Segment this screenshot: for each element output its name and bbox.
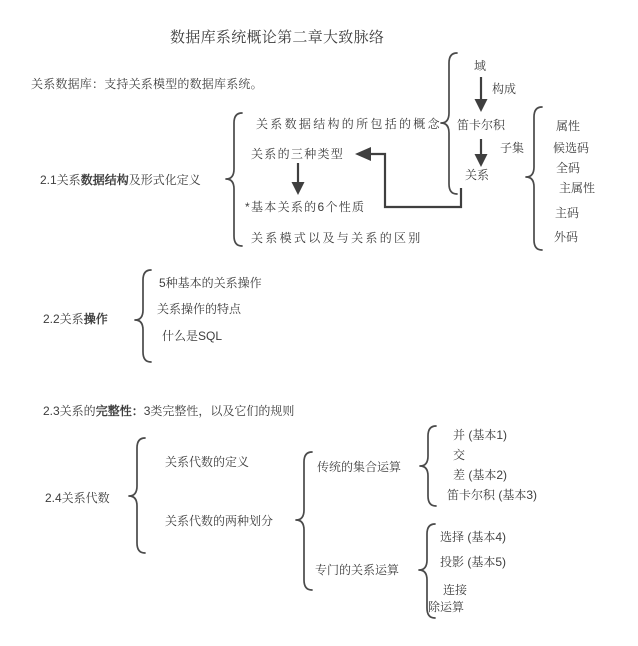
node-projection: 投影 (基本5) [440, 555, 507, 569]
node-difference: 差 (基本2) [453, 468, 508, 482]
node-cartesian-basic3: 笛卡尔积 (基本3) [447, 488, 538, 502]
brace-two-divisions [296, 452, 312, 590]
intro-note: 关系数据库：支持关系模型的数据库系统。 [31, 77, 263, 91]
node-op-features: 关系操作的特点 [157, 302, 242, 316]
node-two-divisions: 关系代数的两种划分 [165, 514, 274, 528]
section22-prefix: 2.2关系 [43, 312, 84, 326]
node-algebra-definition: 关系代数的定义 [165, 455, 250, 469]
section23-suffix: 3类完整性，以及它们的规则 [143, 404, 295, 418]
section21-suffix: 及形式化定义 [128, 173, 201, 187]
brace-traditional-ops [420, 426, 436, 506]
node-relation: 关系 [465, 168, 490, 182]
diagram-title: 数据库系统概论第二章大致脉络 [170, 29, 385, 46]
arrow-domain-to-cartesian [475, 77, 488, 112]
edge-label-compose: 构成 [492, 82, 517, 96]
brace-relation-terms [526, 107, 542, 250]
brace-section22 [135, 270, 151, 362]
section21-bold: 数据结构 [80, 173, 129, 187]
section23-bold: 完整性： [95, 404, 144, 418]
node-join: 连接 [443, 583, 468, 597]
node-domain: 域 [474, 59, 487, 73]
node-intersection: 交 [453, 448, 466, 462]
node-candidate-key: 候选码 [553, 141, 590, 155]
section23-prefix: 2.3关系的 [43, 404, 96, 418]
node-traditional-set-ops: 传统的集合运算 [317, 460, 402, 474]
brace-section24 [129, 438, 145, 553]
node-division: 除运算 [428, 600, 465, 614]
node-special-relational-ops: 专门的关系运算 [315, 563, 400, 577]
section22-bold: 操作 [83, 312, 108, 326]
node-attribute: 属性 [556, 119, 581, 133]
node-section21-label [40, 173, 201, 188]
node-selection: 选择 (基本4) [440, 530, 507, 544]
node-section22-label [43, 312, 108, 327]
node-prime-attribute: 主属性 [559, 181, 596, 195]
node-schema-vs-relation: 关系模式以及与关系的区别 [251, 231, 423, 245]
node-cartesian-product: 笛卡尔积 [457, 118, 506, 132]
arrow-types-to-properties [292, 163, 305, 195]
arrow-cartesian-to-relation [475, 139, 488, 167]
node-six-properties: *基本关系的6个性质 [245, 200, 366, 214]
node-primary-key: 主码 [555, 206, 580, 220]
brace-section21 [226, 113, 242, 246]
node-concepts-included: 关系数据结构的所包括的概念 [256, 117, 442, 131]
brace-concepts [441, 53, 457, 194]
node-five-basic-ops: 5种基本的关系操作 [159, 276, 262, 290]
section21-prefix: 2.1关系 [40, 173, 81, 187]
node-section23-label [43, 404, 294, 419]
edge-label-subset: 子集 [500, 141, 525, 155]
node-three-types: 关系的三种类型 [251, 147, 345, 161]
node-foreign-key: 外码 [554, 230, 579, 244]
connector-relation-to-types [355, 147, 461, 207]
node-all-key: 全码 [556, 161, 581, 175]
node-section24-label: 2.4关系代数 [45, 491, 110, 505]
node-what-is-sql: 什么是SQL [162, 329, 223, 343]
node-union: 并 (基本1) [453, 428, 508, 442]
